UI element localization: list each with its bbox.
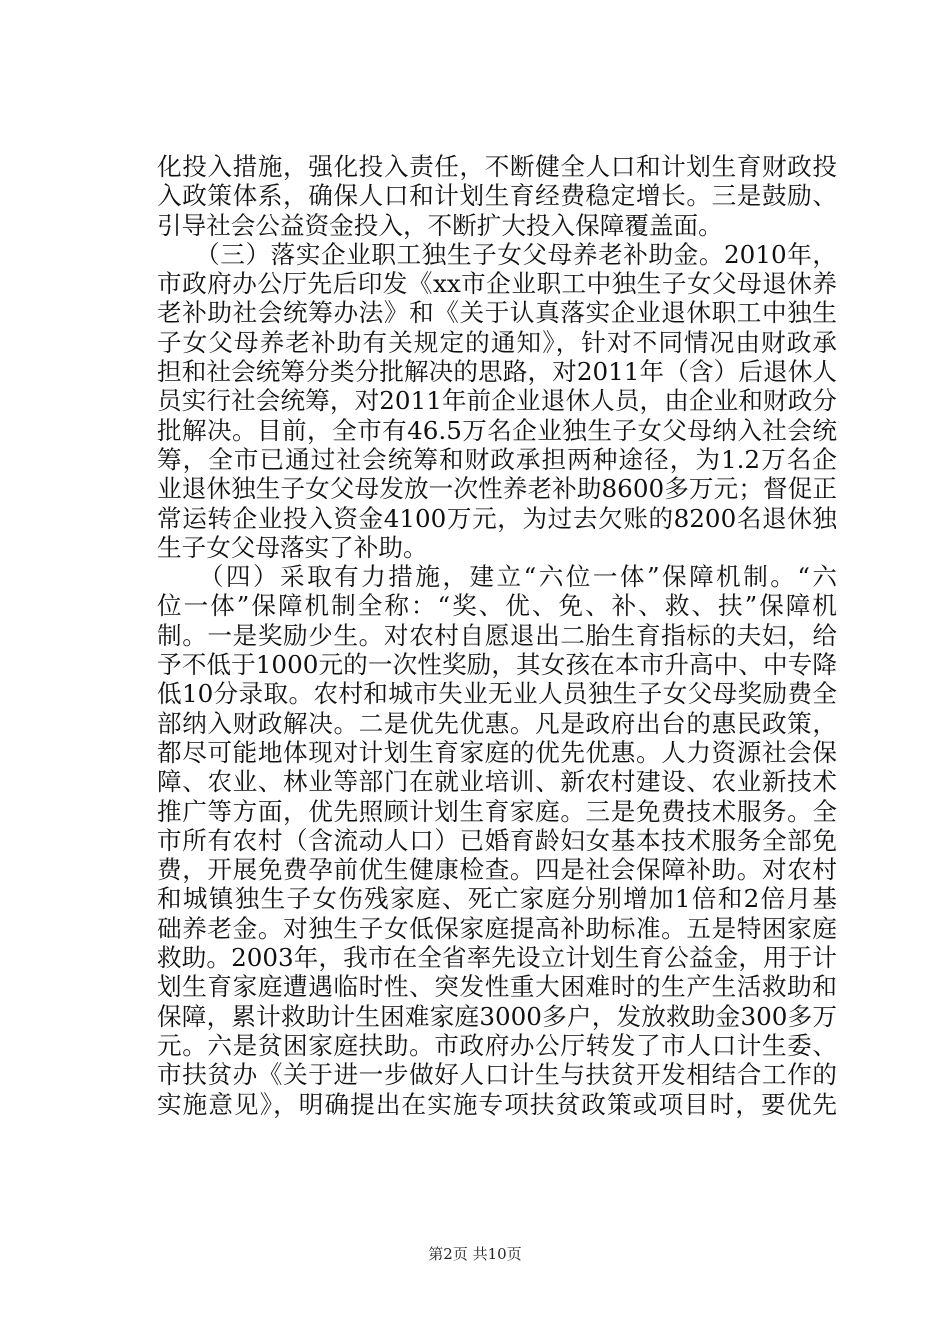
text-line: 障、农业、林业等部门在就业培训、新农村建设、农业新技术 <box>157 767 837 797</box>
text-line: 员实行社会统筹，对2011年前企业退休人员，由企业和财政分 <box>157 386 837 416</box>
text-line: 划生育家庭遭遇临时性、突发性重大困难时的生产生活救助和 <box>157 972 837 1002</box>
text-line: 位一体”保障机制全称：“奖、优、免、补、救、扶”保障机 <box>157 591 837 621</box>
text-line: 元。六是贫困家庭扶助。市政府办公厅转发了市人口计生委、 <box>157 1030 837 1060</box>
text-line: 化投入措施，强化投入责任，不断健全人口和计划生育财政投 <box>157 152 837 181</box>
text-line: 实施意见》，明确提出在实施专项扶贫政策或项目时，要优先 <box>157 1089 837 1119</box>
text-line: 推广等方面，优先照顾计划生育家庭。三是免费技术服务。全 <box>157 796 837 826</box>
document-body <box>157 152 837 1119</box>
text-line: （四）采取有力措施，建立“六位一体”保障机制。“六 <box>157 562 837 592</box>
text-line: 批解决。目前，全市有46.5万名企业独生子女父母纳入社会统 <box>157 415 837 445</box>
text-line: 费，开展免费孕前优生健康检查。四是社会保障补助。对农村 <box>157 855 837 885</box>
text-line: （三）落实企业职工独生子女父母养老补助金。2010年， <box>157 239 837 269</box>
text-line: 引导社会公益资金投入，不断扩大投入保障覆盖面。 <box>157 210 723 240</box>
text-line: 和城镇独生子女伤残家庭、死亡家庭分别增加1倍和2倍月基 <box>157 884 837 914</box>
text-line: 老补助社会统筹办法》和《关于认真落实企业退休职工中独生 <box>157 298 837 328</box>
text-line: 业退休独生子女父母发放一次性养老补助8600多万元；督促正 <box>157 474 837 504</box>
text-line: 救助。2003年，我市在全省率先设立计划生育公益金，用于计 <box>157 943 837 973</box>
text-line: 常运转企业投入资金4100万元，为过去欠账的8200名退休独 <box>157 503 837 533</box>
text-line: 予不低于1000元的一次性奖励，其女孩在本市升高中、中专降 <box>157 650 837 680</box>
text-line: 子女父母养老补助有关规定的通知》，针对不同情况由财政承 <box>157 327 837 357</box>
text-line: 筹，全市已通过社会统筹和财政承担两种途径，为1.2万名企 <box>157 444 837 474</box>
page-footer: 第2页 共10页 <box>428 1245 522 1263</box>
text-line: 入政策体系，确保人口和计划生育经费稳定增长。三是鼓励、 <box>157 181 837 211</box>
text-line: 都尽可能地体现对计划生育家庭的优先优惠。人力资源社会保 <box>157 737 837 767</box>
text-line: 保障，累计救助计生困难家庭3000多户，发放救助金300多万 <box>157 1001 837 1031</box>
text-line: 市扶贫办《关于进一步做好人口计生与扶贫开发相结合工作的 <box>157 1060 837 1090</box>
text-line: 生子女父母落实了补助。 <box>157 532 428 562</box>
text-line: 市所有农村（含流动人口）已婚育龄妇女基本技术服务全部免 <box>157 825 837 855</box>
text-line: 低10分录取。农村和城市失业无业人员独生子女父母奖励费全 <box>157 679 837 709</box>
text-line: 担和社会统筹分类分批解决的思路，对2011年（含）后退休人 <box>157 357 837 387</box>
text-line: 市政府办公厅先后印发《xx市企业职工中独生子女父母退休养 <box>157 269 837 299</box>
text-line: 础养老金。对独生子女低保家庭提高补助标准。五是特困家庭 <box>157 913 837 943</box>
text-line: 部纳入财政解决。二是优先优惠。凡是政府出台的惠民政策， <box>157 708 837 738</box>
text-line: 制。一是奖励少生。对农村自愿退出二胎生育指标的夫妇，给 <box>157 620 837 650</box>
